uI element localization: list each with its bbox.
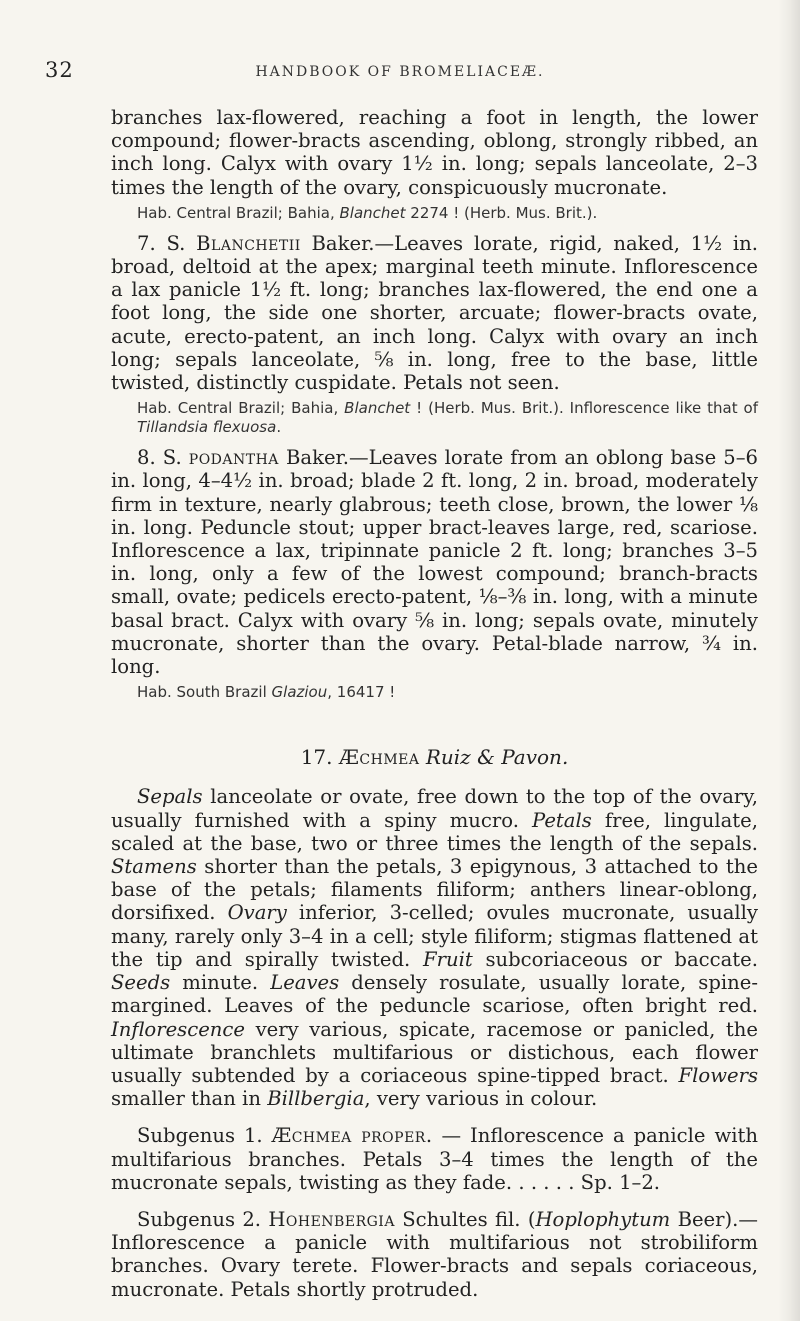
species-8: 8. S. podantha Baker.—Leaves lorate from an oblong base 5–6 in. long, 4–4½ in. broad; blade 2 ft. long, 2 in. broad, moderately firm in texture, nearly glabrous; teeth close, brown, the lower ⅛ in. long. Peduncle stout; upper bract-leaves large, red, scariose. Inflorescence a lax, tripinnate panicle 2 ft. long; branches 3–5 in. long, only a few of the lowest compound; branch-bracts small, ovate; pedicels erecto-patent, ⅛–⅜ in. long, with a minute basal bract. Calyx with ovary ⅝ in. long; sepals ovate, minutely mucronate, shorter than the ovary. Petal-blade narrow, ¾ in. long. [111,446,759,679]
description-term: Leaves [270,971,340,995]
description-term: Flowers [678,1063,758,1087]
intro-paragraph: branches lax-flowered, reaching a foot in length, the lower compound; flower-bracts ascending, oblong, strongly ribbed, an inch long. Calyx with ovary 1½ in. long; sepals lanceolate, 2–3 times the length of the ovary, conspicuously mucronate. [111,106,758,199]
subgenus-1: Subgenus 1. Æchmea proper. — Inflorescence a panicle with multifarious branches. Petals 3–4 times the length of the mucronate sepals, twisting as they fade. . . . . . Sp. 1–2. [111,1124,758,1194]
page-number: 32 [45,58,74,82]
description-text: inferior, 3-celled; ovules mucronate, usually many, rarely only 3–4 in a cell; style filiform; stigmas flattened at the tip and spirally twisted. [111,901,758,971]
habitat-note: Hab. South Brazil Glaziou, 16417 ! [137,683,396,702]
description-term: Ovary [227,901,287,925]
species-name: podantha [188,446,279,470]
description-text: lanceolate or ovate, free down to the top of the ovary, usually furnished with a spiny mucro. [111,785,758,832]
page-edge-shadow [778,0,800,1321]
description-text: very various, spicate, racemose or panicled, the ultimate branchlets multifarious or distichous, each flower usually subtended by a coriaceous spine-tipped bract. [111,1017,758,1087]
description-term: Sepals [137,785,203,809]
description-text: subcoriaceous or baccate. [472,947,758,971]
description-text: densely rosulate, usually lorate, spine-margined. Leaves of the peduncle scariose, often bright red. [111,971,758,1018]
description-term: Petals [532,808,592,832]
subgenus-2: Subgenus 2. Hohenbergia Schultes fil. (Hoplophytum Beer).— Inflorescence a panicle with multifarious not strobiliform branches. Ovary terete. Flower-bracts and sepals coriaceous, mucronate. Petals shortly protruded. [111,1207,758,1301]
description-text: smaller than in [111,1087,268,1111]
genus-description [111,785,758,1110]
description-term: Fruit [423,947,473,971]
species-7: 7. S. Blanchetii Baker.—Leaves lorate, rigid, naked, 1½ in. broad, deltoid at the apex; marginal teeth minute. Inflorescence a lax panicle 1½ ft. long; branches lax-flowered, the end one a foot long, the side one shorter, arcuate; flower-bracts ovate, acute, erecto-patent, an inch long. Calyx with ovary an inch long; sepals lanceolate, ⅝ in. long, free to the base, little twisted, distinctly cuspidate. Petals not seen. [111,231,758,395]
description-text: shorter than the petals, 3 epigynous, 3 attached to the base of the petals; filaments filiform; anthers linear-oblong, dorsifixed. [111,855,758,925]
description-text: , very various in colour. [364,1087,598,1111]
description-term: Inflorescence [111,1017,245,1041]
description-term: Stamens [111,855,197,879]
genus-heading: 17. Æchmea Ruiz & Pavon. [300,745,569,770]
description-text: minute. [170,971,271,995]
species-name: Blanchetii [196,231,301,255]
habitat-note: Hab. Central Brazil; Bahia, Blanchet 2274 ! (Herb. Mus. Brit.). [137,203,598,222]
habitat-note: Hab. Central Brazil; Bahia, Blanchet ! (Herb. Mus. Brit.). Inflorescence like that of Tillandsia flexuosa. [137,399,758,437]
description-term: Seeds [111,971,171,995]
description-term: Billbergia [267,1087,365,1111]
running-title: HANDBOOK OF BROMELIACEÆ. [255,64,545,80]
body-text [111,106,758,1301]
description-text: free, lingulate, scaled at the base, two or three times the length of the sepals. [111,808,758,855]
